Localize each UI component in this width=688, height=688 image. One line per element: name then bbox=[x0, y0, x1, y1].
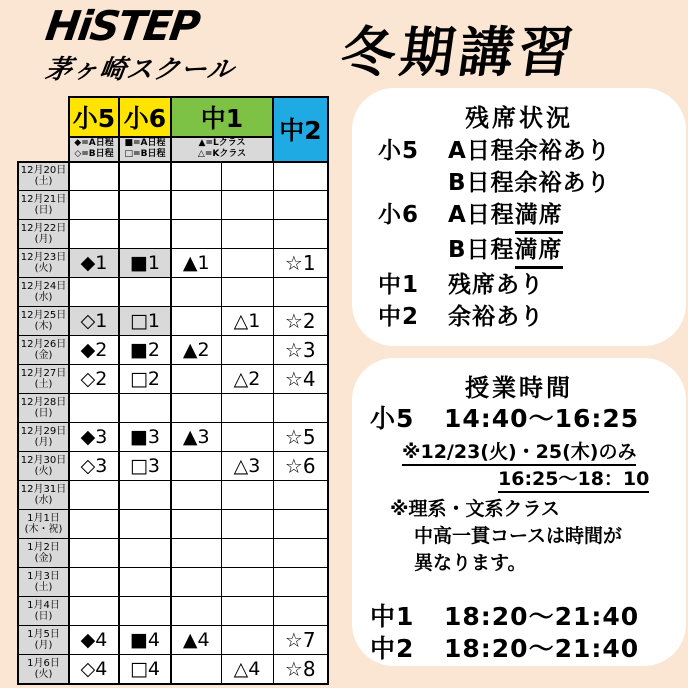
grade-label: 小6 bbox=[378, 202, 420, 228]
cell-chu1-k-class bbox=[221, 568, 273, 597]
grade-label: 中2 bbox=[370, 634, 415, 663]
cell-sho6: □3 bbox=[119, 452, 171, 481]
day-of-week-text: (月) bbox=[34, 640, 53, 651]
cell-sho5: ◇3 bbox=[69, 452, 119, 481]
cell-chu1-l-class bbox=[171, 452, 221, 481]
time-value: 14:40〜16:25 bbox=[444, 404, 640, 433]
table-row bbox=[18, 220, 328, 249]
header-sho6: 小6 bbox=[119, 97, 171, 137]
cell-sho5 bbox=[69, 162, 119, 191]
date-text: 1月2日 bbox=[27, 542, 60, 553]
status-text: 残席あり bbox=[448, 272, 544, 298]
cell-chu1-k-class: △1 bbox=[221, 307, 273, 336]
cell-chu2 bbox=[273, 597, 328, 626]
status-text: A日程余裕あり bbox=[448, 138, 611, 164]
legend-sho5-b: ◇=B日程 bbox=[74, 149, 114, 160]
table-row bbox=[18, 278, 328, 307]
time-value: 18:20〜21:40 bbox=[444, 602, 640, 631]
table-row bbox=[18, 307, 328, 336]
seat-status-row bbox=[352, 199, 686, 234]
date-text: 12月20日 bbox=[20, 165, 67, 177]
table-row bbox=[18, 452, 328, 481]
cell-chu1-k-class bbox=[221, 249, 273, 278]
header-chu2: 中2 bbox=[273, 97, 328, 162]
time-row-chu2 bbox=[352, 633, 686, 665]
cell-sho5: ◇4 bbox=[69, 655, 119, 684]
date-cell bbox=[18, 220, 69, 249]
cell-chu1-l-class bbox=[171, 655, 221, 684]
logo-name: HiSTEP bbox=[42, 2, 202, 50]
date-text: 12月24日 bbox=[20, 281, 67, 292]
grade-label: 小5 bbox=[370, 404, 415, 433]
date-cell bbox=[18, 655, 69, 684]
time-value: 18:20〜21:40 bbox=[444, 634, 640, 663]
cell-sho6 bbox=[119, 278, 171, 307]
cell-sho6 bbox=[119, 568, 171, 597]
date-cell bbox=[18, 597, 69, 626]
cell-sho5: ◆1 bbox=[69, 249, 119, 278]
seat-status-row bbox=[352, 167, 686, 199]
cell-sho5 bbox=[69, 481, 119, 510]
cell-chu2 bbox=[273, 278, 328, 307]
day-of-week-text: (火) bbox=[34, 263, 53, 274]
table-row bbox=[18, 481, 328, 510]
cell-chu2: ☆3 bbox=[273, 336, 328, 365]
seat-status-row bbox=[352, 135, 686, 167]
cell-chu1-l-class bbox=[171, 307, 221, 336]
cell-sho6: □2 bbox=[119, 365, 171, 394]
cell-sho5: ◆2 bbox=[69, 336, 119, 365]
cell-chu2: ☆4 bbox=[273, 365, 328, 394]
header-sho5: 小5 bbox=[69, 97, 119, 137]
table-row bbox=[18, 249, 328, 278]
cell-sho5: ◇1 bbox=[69, 307, 119, 336]
date-cell bbox=[18, 278, 69, 307]
grade-label: 中2 bbox=[378, 304, 420, 330]
cell-sho6: ■1 bbox=[119, 249, 171, 278]
day-of-week-text: (木) bbox=[34, 321, 53, 332]
cell-chu2 bbox=[273, 191, 328, 220]
table-row bbox=[18, 162, 328, 191]
cell-chu1-k-class bbox=[221, 220, 273, 249]
date-cell bbox=[18, 191, 69, 220]
legend-chu1 bbox=[171, 137, 273, 162]
logo-school-name: 茅ヶ崎スクール bbox=[43, 55, 237, 85]
cell-chu2: ☆8 bbox=[273, 655, 328, 684]
legend-sho5 bbox=[69, 137, 119, 162]
cell-chu2: ☆2 bbox=[273, 307, 328, 336]
cell-chu2 bbox=[273, 568, 328, 597]
seat-status-box bbox=[352, 88, 686, 346]
status-text: 余裕あり bbox=[448, 304, 544, 330]
table-row bbox=[18, 626, 328, 655]
date-cell bbox=[18, 162, 69, 191]
grade-label: 小5 bbox=[378, 138, 420, 164]
cell-chu1-k-class bbox=[221, 510, 273, 539]
cell-chu2 bbox=[273, 394, 328, 423]
day-of-week-text: (木・祝) bbox=[24, 524, 63, 535]
table-row bbox=[18, 394, 328, 423]
date-text: 12月21日 bbox=[20, 194, 67, 205]
day-of-week-text: (土) bbox=[34, 176, 53, 188]
date-cell bbox=[18, 394, 69, 423]
time-row-sho5 bbox=[352, 403, 686, 435]
date-cell bbox=[18, 249, 69, 278]
cell-chu1-l-class bbox=[171, 568, 221, 597]
date-text: 12月25日 bbox=[20, 310, 67, 321]
date-cell bbox=[18, 626, 69, 655]
cell-chu1-k-class bbox=[221, 597, 273, 626]
cell-chu1-l-class bbox=[171, 365, 221, 394]
cell-chu1-l-class bbox=[171, 278, 221, 307]
cell-chu1-l-class: ▲3 bbox=[171, 423, 221, 452]
cell-sho5 bbox=[69, 568, 119, 597]
note-special-time: 16:25〜18：10 bbox=[498, 466, 686, 493]
note-course-1: ※理系・文系クラス bbox=[390, 498, 560, 520]
date-text: 12月30日 bbox=[20, 455, 67, 466]
corner-blank bbox=[18, 97, 69, 137]
status-text-underlined: 満席 bbox=[515, 234, 563, 269]
cell-sho5 bbox=[69, 539, 119, 568]
date-cell bbox=[18, 568, 69, 597]
day-of-week-text: (水) bbox=[34, 292, 53, 303]
header-chu1: 中1 bbox=[171, 97, 273, 137]
seat-status-row bbox=[352, 234, 686, 269]
table-row bbox=[18, 655, 328, 684]
cell-chu2 bbox=[273, 481, 328, 510]
cell-sho5 bbox=[69, 191, 119, 220]
date-text: 1月3日 bbox=[27, 571, 60, 582]
cell-chu1-l-class: ▲2 bbox=[171, 336, 221, 365]
table-row bbox=[18, 597, 328, 626]
cell-chu1-l-class bbox=[171, 220, 221, 249]
cell-sho6: □1 bbox=[119, 307, 171, 336]
schedule-table bbox=[17, 96, 329, 685]
cell-chu1-k-class bbox=[221, 423, 273, 452]
cell-chu1-k-class bbox=[221, 394, 273, 423]
cell-chu1-k-class bbox=[221, 626, 273, 655]
legend-chu1-a: ▲=Lクラス bbox=[198, 138, 246, 148]
cell-sho6: ■2 bbox=[119, 336, 171, 365]
cell-chu2 bbox=[273, 539, 328, 568]
day-of-week-text: (土) bbox=[34, 582, 53, 593]
date-cell bbox=[18, 336, 69, 365]
status-text: A日程 bbox=[448, 202, 515, 228]
cell-chu1-k-class bbox=[221, 278, 273, 307]
seat-status-row bbox=[352, 301, 686, 333]
date-cell bbox=[18, 452, 69, 481]
cell-sho5 bbox=[69, 510, 119, 539]
cell-sho6 bbox=[119, 481, 171, 510]
cell-chu2: ☆5 bbox=[273, 423, 328, 452]
date-cell bbox=[18, 365, 69, 394]
cell-chu1-l-class: ▲4 bbox=[171, 626, 221, 655]
cell-sho6 bbox=[119, 510, 171, 539]
day-of-week-text: (月) bbox=[34, 234, 53, 245]
day-of-week-text: (火) bbox=[34, 668, 53, 680]
day-of-week-text: (日) bbox=[34, 611, 53, 622]
day-of-week-text: (水) bbox=[34, 495, 53, 506]
date-text: 1月4日 bbox=[27, 600, 60, 611]
cell-chu1-l-class bbox=[171, 481, 221, 510]
date-cell bbox=[18, 539, 69, 568]
cell-chu1-k-class bbox=[221, 481, 273, 510]
cell-chu1-l-class bbox=[171, 510, 221, 539]
cell-sho5: ◆3 bbox=[69, 423, 119, 452]
status-text: B日程余裕あり bbox=[448, 170, 611, 196]
school-logo bbox=[42, 2, 237, 86]
date-text: 12月31日 bbox=[20, 484, 67, 495]
cell-chu2 bbox=[273, 220, 328, 249]
legend-chu1-b: △=Kクラス bbox=[197, 149, 247, 160]
cell-sho6 bbox=[119, 394, 171, 423]
day-of-week-text: (日) bbox=[34, 205, 53, 216]
legend-sho6-a: ■=A日程 bbox=[124, 138, 166, 148]
table-row bbox=[18, 539, 328, 568]
date-text: 12月26日 bbox=[20, 339, 67, 350]
table-row bbox=[18, 336, 328, 365]
date-cell bbox=[18, 423, 69, 452]
legend-sho6-b: □=B日程 bbox=[124, 149, 166, 160]
cell-sho6 bbox=[119, 162, 171, 191]
cell-chu1-k-class bbox=[221, 191, 273, 220]
table-row bbox=[18, 568, 328, 597]
day-of-week-text: (火) bbox=[34, 466, 53, 477]
class-time-box bbox=[352, 358, 686, 666]
cell-sho5 bbox=[69, 394, 119, 423]
cell-sho6 bbox=[119, 597, 171, 626]
table-row bbox=[18, 510, 328, 539]
date-text: 12月23日 bbox=[20, 252, 67, 263]
cell-chu1-k-class bbox=[221, 162, 273, 191]
cell-sho6 bbox=[119, 191, 171, 220]
cell-sho6 bbox=[119, 539, 171, 568]
cell-sho6 bbox=[119, 220, 171, 249]
day-of-week-text: (金) bbox=[34, 553, 53, 564]
cell-chu1-l-class bbox=[171, 191, 221, 220]
date-text: 12月22日 bbox=[20, 223, 67, 234]
seat-status-row bbox=[352, 269, 686, 301]
cell-sho5: ◆4 bbox=[69, 626, 119, 655]
cell-chu2: ☆7 bbox=[273, 626, 328, 655]
cell-chu2: ☆6 bbox=[273, 452, 328, 481]
cell-chu2 bbox=[273, 510, 328, 539]
date-text: 12月27日 bbox=[20, 368, 67, 379]
table-row bbox=[18, 423, 328, 452]
cell-chu1-k-class bbox=[221, 336, 273, 365]
note-special-dates: ※12/23(火)・25(木)のみ bbox=[402, 439, 686, 466]
cell-chu1-k-class bbox=[221, 539, 273, 568]
legend-sho6 bbox=[119, 137, 171, 162]
status-text: B日程 bbox=[448, 237, 515, 263]
date-text: 12月28日 bbox=[20, 397, 67, 408]
date-text: 1月5日 bbox=[27, 629, 60, 640]
date-cell bbox=[18, 510, 69, 539]
note-course-2: 中高一貫コースは時間が bbox=[414, 525, 623, 547]
note-course-3: 異なります。 bbox=[414, 552, 527, 574]
table-row bbox=[18, 365, 328, 394]
cell-chu1-l-class bbox=[171, 539, 221, 568]
cell-sho5 bbox=[69, 278, 119, 307]
seat-status-rows bbox=[352, 135, 686, 333]
page-title: 冬期講習 bbox=[337, 21, 582, 84]
day-of-week-text: (月) bbox=[34, 437, 53, 448]
status-text-underlined: 満席 bbox=[515, 199, 563, 234]
header-row bbox=[18, 97, 328, 137]
grade-label: 中1 bbox=[370, 602, 415, 631]
cell-chu2 bbox=[273, 162, 328, 191]
cell-chu1-l-class bbox=[171, 597, 221, 626]
cell-chu1-l-class bbox=[171, 394, 221, 423]
date-cell bbox=[18, 481, 69, 510]
cell-sho6: □4 bbox=[119, 655, 171, 684]
cell-sho6: ■3 bbox=[119, 423, 171, 452]
day-of-week-text: (日) bbox=[34, 408, 53, 419]
class-time-title: 授業時間 bbox=[465, 374, 573, 402]
cell-chu1-k-class: △3 bbox=[221, 452, 273, 481]
table-row bbox=[18, 191, 328, 220]
day-of-week-text: (金) bbox=[34, 350, 53, 361]
date-cell bbox=[18, 307, 69, 336]
cell-sho5 bbox=[69, 220, 119, 249]
cell-chu1-k-class: △4 bbox=[221, 655, 273, 684]
seat-status-title: 残席状況 bbox=[465, 104, 573, 132]
cell-chu2: ☆1 bbox=[273, 249, 328, 278]
time-row-chu1 bbox=[352, 601, 686, 633]
date-text: 1月1日 bbox=[27, 513, 60, 524]
day-of-week-text: (土) bbox=[34, 379, 53, 390]
cell-sho5 bbox=[69, 597, 119, 626]
date-text: 12月29日 bbox=[20, 426, 67, 437]
legend-sho5-a: ◆=A日程 bbox=[74, 138, 114, 148]
grade-label: 中1 bbox=[378, 272, 420, 298]
corner-blank bbox=[18, 137, 69, 162]
cell-chu1-l-class: ▲1 bbox=[171, 249, 221, 278]
cell-chu1-k-class: △2 bbox=[221, 365, 273, 394]
date-text: 1月6日 bbox=[27, 657, 60, 669]
cell-sho5: ◇2 bbox=[69, 365, 119, 394]
cell-sho6: ■4 bbox=[119, 626, 171, 655]
cell-chu1-l-class bbox=[171, 162, 221, 191]
